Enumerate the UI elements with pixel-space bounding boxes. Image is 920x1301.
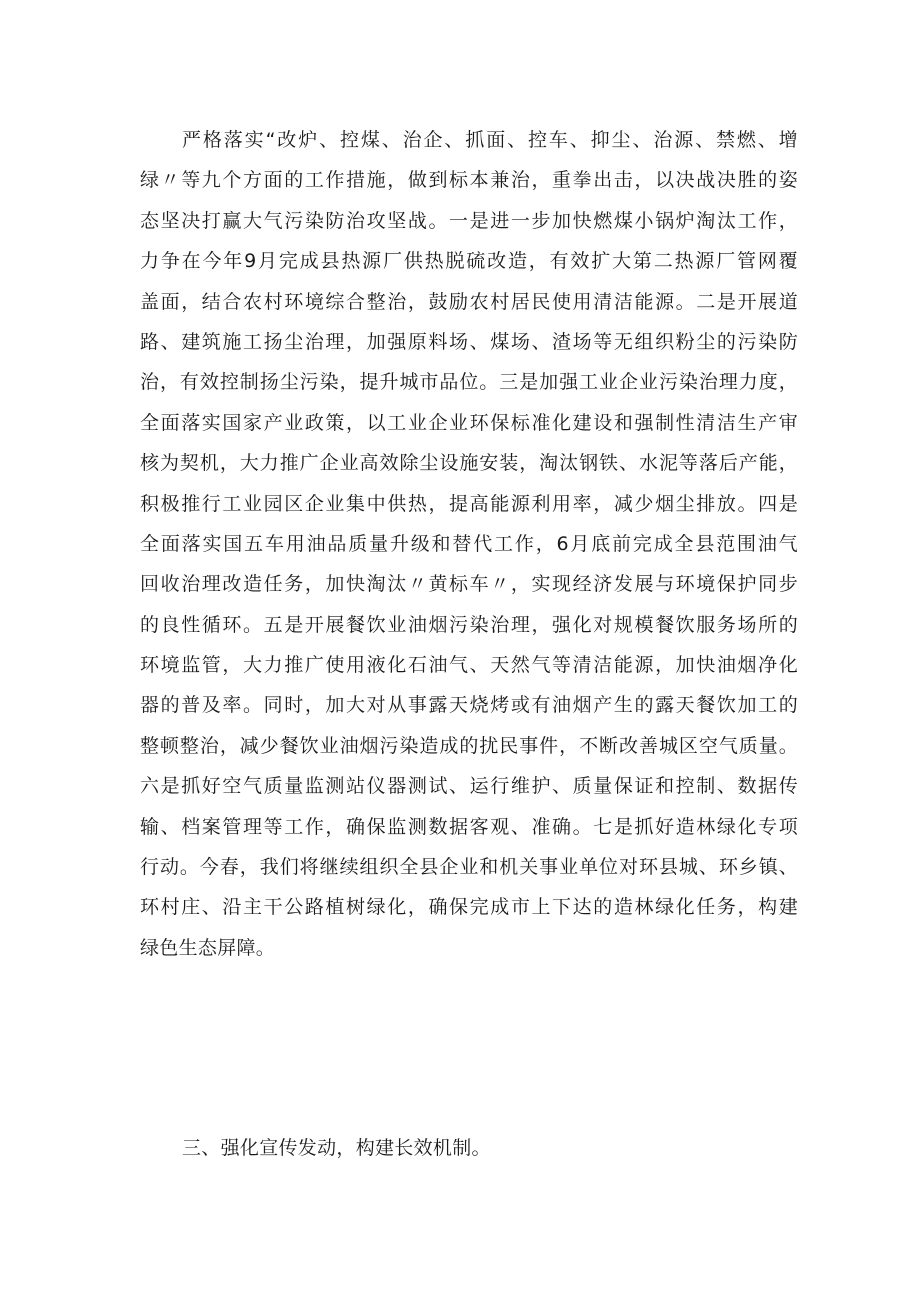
paragraph-line: 输、档案管理等工作，确保监测数据客观、准确。七是抓好造林绿化专项 [140, 815, 798, 838]
paragraph-line: 环村庄、沿主干公路植树绿化，确保完成市上下达的造林绿化任务，构建 [140, 896, 798, 919]
paragraph-line: 核为契机，大力推广企业高效除尘设施安装，淘汰钢铁、水泥等落后产能， [140, 452, 798, 475]
paragraph-line: 行动。今春，我们将继续组织全县企业和机关事业单位对环县城、环乡镇、 [140, 856, 798, 879]
paragraph-line: 治，有效控制扬尘污染，提升城市品位。三是加强工业企业污染治理力度， [140, 371, 798, 394]
paragraph-line: 路、建筑施工扬尘治理，加强原料场、煤场、渣场等无组织粉尘的污染防 [140, 330, 798, 353]
paragraph-line: 积极推行工业园区企业集中供热，提高能源利用率，减少烟尘排放。四是 [140, 492, 798, 515]
paragraph-line: 全面落实国家产业政策，以工业企业环保标准化建设和强制性清洁生产审 [140, 411, 798, 434]
paragraph-line: 全面落实国五车用油品质量升级和替代工作，6月底前完成全县范围油气 [140, 532, 798, 555]
paragraph-line: 的良性循环。五是开展餐饮业油烟污染治理，强化对规模餐饮服务场所的 [140, 613, 798, 636]
paragraph-line: 回收治理改造任务，加快淘汰〃黄标车〃，实现经济发展与环境保护同步 [140, 573, 798, 596]
paragraph-line: 器的普及率。同时，加大对从事露天烧烤或有油烟产生的露天餐饮加工的 [140, 694, 798, 717]
section-heading: 三、强化宣传发动，构建长效机制。 [182, 1137, 491, 1159]
paragraph-line: 绿〃等九个方面的工作措施，做到标本兼治，重拳出击，以决战决胜的姿 [140, 169, 798, 192]
paragraph-line: 环境监管，大力推广使用液化石油气、天然气等清洁能源，加快油烟净化 [140, 654, 798, 677]
paragraph-line: 盖面，结合农村环境综合整治，鼓励农村居民使用清洁能源。二是开展道 [140, 290, 798, 313]
paragraph-line: 六是抓好空气质量监测站仪器测试、运行维护、质量保证和控制、数据传 [140, 775, 798, 798]
paragraph-line: 严格落实“改炉、控煤、治企、抓面、控车、抑尘、治源、禁燃、增 [182, 129, 798, 151]
paragraph-line: 力争在今年9月完成县热源厂供热脱硫改造，有效扩大第二热源厂管网覆 [140, 250, 798, 273]
paragraph-line: 绿色生态屏障。 [140, 936, 276, 959]
paragraph [140, 120, 798, 968]
paragraph-line: 态坚决打赢大气污染防治攻坚战。一是进一步加快燃煤小锅炉淘汰工作， [140, 209, 798, 232]
paragraph-line: 整顿整治，减少餐饮业油烟污染造成的扰民事件，不断改善城区空气质量。 [140, 734, 798, 757]
